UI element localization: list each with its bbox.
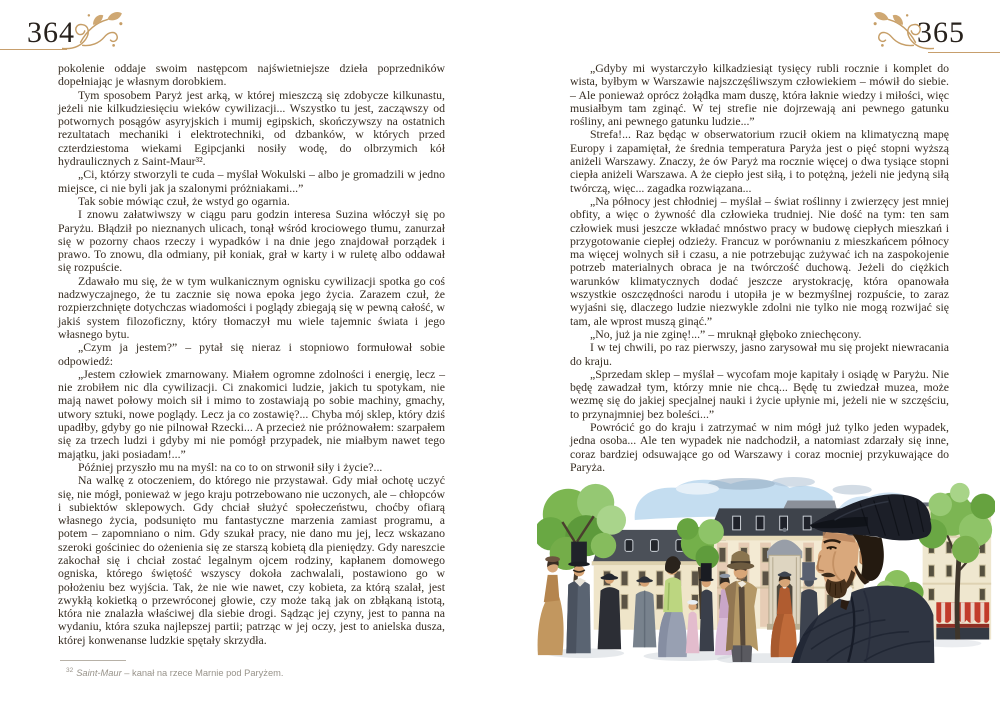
paragraph: „Czym ja jestem?” – pytał się nieraz i stopniowo formułował sobie odpowiedź:	[58, 340, 445, 368]
flourish-ornament-icon	[62, 11, 126, 57]
flourish-ornament-icon	[870, 11, 934, 57]
paragraph: Na walkę z otoczeniem, do którego nie przystawał. Gdy miał ochotę uczyć się, nie mógł, ponieważ w jego kraju potrzebowano nie uczonych, ale – chłopców i subiektów sklepowych. Gdy chciał służyć społeczeństwu, choćby ofiarą własnego życia, podsunięto mu fantastyczne marzenia zamiast programu, a potem – zapomniano o nim. Gdy szukał pracy, nie dano mu jej, lecz wskazano szeroki gościniec do ożenienia się ze starszą kobietą dla pieniędzy. Gdy nareszcie zakochał się i chciał zostać legalnym ojcem rodziny, kapłanem domowego ogniska, którego świętość wszyscy dokoła zachwalali, postawiono go w położeniu bez wyjścia. Tak, że nie wie nawet, czy kobieta, za którą szalał, jest zwykłą kokietką o przewróconej głowie, czy może taką jak on zbłąkaną istotą, która nie znalazła właściwej dla siebie drogi. Sądząc jej czyny, jest to panna na wydaniu, która szuka najlepszej partii; patrząc w jej oczy, jest to anielska dusza, której konwenanse ludzkie spętały skrzydła.	[58, 473, 445, 647]
paragraph: Strefa!... Raz będąc w obserwatorium rzucił okiem na klimatyczną mapę Europy i zapamiętał, że średnia temperatura Paryża jest o pięć stopni wyższą aniżeli Warszawy. Znaczy, że ów Paryż ma rocznie więcej o dwa tysiące stopni ciepła aniżeli Warszawa. A że ciepło jest siłą, i to potężną, jeżeli nie jedyną siłą twórczą, więc... zagadka rozwiązana...	[570, 127, 949, 195]
illustration-paris-street	[537, 477, 995, 663]
paragraph: I znowu załatwiwszy w ciągu paru godzin interesa Suzina włóczył się po Paryżu. Błądził po nieznanych ulicach, tonął wśród krociowego tłumu, zanurzał się w pozorny chaos rzeczy i wypadków i na dnie jego znajdował porządek i prawo. To znowu, dla odmiany, pił koniak, grał w karty i w ruletę albo oddawał się rozpuście.	[58, 207, 445, 275]
paragraph: „Sprzedam sklep – myślał – wycofam moje kapitały i osiądę w Paryżu. Nie będę zawadzał tym, którzy mnie nie chcą... Będę tu zwiedzał muzea, może wezmę się do jakiej specjalnej nauki i życie upłynie mi, jeżeli nie w szczęściu, to przynajmniej bez boleści...”	[570, 366, 949, 421]
footnote	[58, 660, 445, 679]
paragraph: pokolenie oddaje swoim następcom najświetniejsze dzieła poprzedników dopełniając je własnym dorobkiem.	[58, 61, 445, 89]
footnote-text: $^{32}$ Saint-Maur – kanał na rzece Marnie pod Paryżem.	[66, 667, 284, 679]
page-number-left: 364	[27, 16, 75, 49]
paragraph: Tym sposobem Paryż jest arką, w której mieszczą się zdobycze kilkunastu, jeżeli nie kilkudziesięciu wieków cywilizacji... Wszystko tu jest, zacząwszy od potwornych posągów asyryjskich i mumij egipskich, skończywszy na ostatnich rezultatach mechaniki i elektrotechniki, od dzbanków, w których przed czterdziestoma wiekami Egipcjanki nosiły wodę, do olbrzymich kół hydraulicznych z Saint-Maur³².	[58, 87, 445, 169]
page-number-right: 365	[917, 16, 965, 49]
paragraph: „Na północy jest chłodniej – myślał – świat roślinny i zwierzęcy jest mniej obfity, a więc o żywność dla człowieka trudniej. Nie dość na tym: ten sam człowiek musi jeszcze wkładać mnóstwo pracy w budowę ciepłych mieszkań i przygotowanie ciepłej odzieży. Francuz w porównaniu z mieszkańcem północy ma więcej wolnych sił i czasu, a nie potrzebując zużywać ich na zaspokojenie potrzeb materialnych obraca je na twórczość duchową. Jeżeli do ciężkich warunków klimatycznych dodać jeszcze arystokrację, która opanowała wszystkie oszczędności narodu i utopiła je w bezmyślnej rozpuście, to zaraz wyjaśni się, dlaczego ludzie niezwykle zdolni nie tylko nie mogą rozwijać się tam, ale wprost muszą ginąć.”	[570, 193, 949, 328]
paragraph: Zdawało mu się, że w tym wulkanicznym ognisku cywilizacji spotka go coś nadzwyczajnego, że tu zacznie się nowa epoka jego życia. Zarazem czuł, że rozpierzchnięte dotychczas wiadomości i poglądy zbiegają się w pewną całość, w jakiś system filozoficzny, który tłomaczył mu wiele tajemnic świata i jego własnego bytu.	[58, 273, 445, 341]
paragraph: „Gdyby mi wystarczyło kilkadziesiąt tysięcy rubli rocznie i komplet do wista, byłbym w Warszawie najszczęśliwszym człowiekiem – mówił do siebie. – Ale ponieważ oprócz żołądka mam duszę, która łaknie wiedzy i miłości, więc musiałbym tam zginąć. W tej strefie nie dojrzewają ani pewnego gatunku rośliny, ani pewnego gatunku ludzie...”	[570, 61, 949, 129]
header-rule-left	[0, 49, 67, 50]
left-page-text	[58, 62, 445, 679]
paragraph: Później przyszło mu na myśl: na co to on strwonił siły i życie?...	[78, 459, 383, 474]
paragraph: „Ci, którzy stworzyli te cuda – myślał Wokulski – albo je gromadzili w jedno miejsce, ci nie byli jak ja szalonymi próżniakami...”	[58, 167, 445, 195]
paragraph: Tak sobie mówiąc czuł, że wstyd go ogarnia.	[78, 193, 290, 208]
right-page-text	[570, 62, 949, 474]
paragraph: „No, już ja nie zginę!...” – mruknął głęboko zniechęcony.	[590, 326, 862, 341]
paragraph: I w tej chwili, po raz pierwszy, jasno zarysował mu się projekt niewracania do kraju.	[570, 340, 949, 368]
footnote-rule	[60, 660, 126, 661]
paragraph: Powrócić go do kraju i zatrzymać w nim mógł już tylko jeden wypadek, jedna osoba... Ale ten wypadek nie nadchodził, a natomiast zdarzały się inne, coraz bardziej odsuwające go od Warszawy i coraz mocniej przykuwające do Paryża.	[570, 420, 949, 474]
header-rule-right	[928, 52, 1000, 53]
paragraph: „Jestem człowiek zmarnowany. Miałem ogromne zdolności i energię, lecz – nie zrobiłem nic dla cywilizacji. Ci znakomici ludzie, jakich tu spotykam, nie mają nawet połowy moich sił i mimo to zostawiają po sobie machiny, gmachy, utwory sztuki, nowe poglądy. Lecz ja co zostawię?... Chyba mój sklep, który dziś upadłby, gdyby go nie pilnował Rzecki... A przecież nie próżnowałem: szarpałem się za trzech ludzi i gdyby mi nie pomógł przypadek, nie miałbym nawet tego majątku, jaki posiadam!...”	[58, 366, 445, 461]
